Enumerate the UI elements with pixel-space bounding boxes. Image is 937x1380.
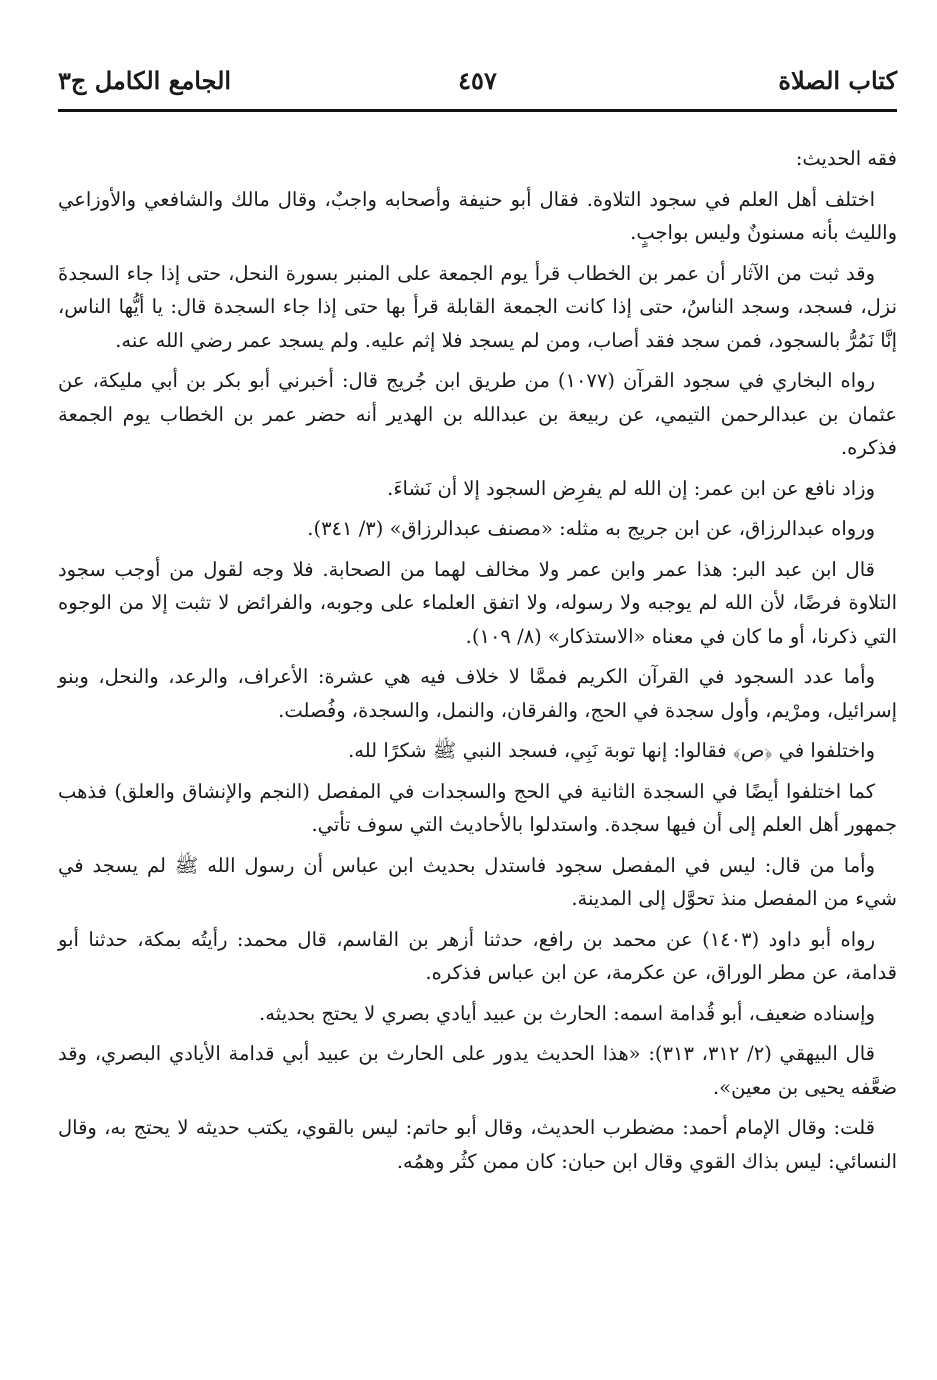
paragraph: كما اختلفوا أيضًا في السجدة الثانية في الحج والسجدات في المفصل (النجم والإنشاق والعلق) فذهب جمهور أهل العلم إلى أن فيها سجدة. واستدلوا بالأحاديث التي سوف تأتي. xyxy=(58,779,897,836)
book-title: الجامع الكامل ج٣ xyxy=(58,66,232,95)
paragraph: وإسناده ضعيف، أبو قُدامة اسمه: الحارث بن عبيد أيادي بصري لا يحتج بحديثه. xyxy=(259,1001,875,1025)
page-number: ٤٥٧ xyxy=(458,66,497,95)
paragraph: اختلف أهل العلم في سجود التلاوة. فقال أبو حنيفة وأصحابه واجبٌ، وقال مالك والشافعي والأوزاعي والليث بأنه مسنونٌ وليس بواجبٍ. xyxy=(58,187,897,244)
running-header xyxy=(58,48,897,114)
paragraph: وقد ثبت من الآثار أن عمر بن الخطاب قرأ يوم الجمعة على المنبر بسورة النحل، حتى إذا جاء السجدةَ نزل، فسجد، وسجد الناسُ، حتى إذا كانت الجمعة القابلة قرأ بها حتى إذا جاء السجدة قال: يا أيُّها الناس، إنَّا نَمُرُّ بالسجود، فمن سجد فقد أصاب، ومن لم يسجد فلا إثم عليه. ولم يسجد عمر رضي الله عنه. xyxy=(58,261,897,352)
paragraph: قلت: وقال الإمام أحمد: مضطرب الحديث، وقال أبو حاتم: ليس بالقوي، يكتب حديثه لا يحتج به، وقال النسائي: ليس بذاك القوي وقال ابن حبان: كان ممن كثُر وهمُه. xyxy=(58,1116,897,1173)
paragraph: ورواه عبدالرزاق، عن ابن جريج به مثله: «مصنف عبدالرزاق» (٣/ ٣٤١). xyxy=(307,517,875,540)
paragraph: وزاد نافع عن ابن عمر: إن الله لم يفرِض السجود إلا أن نَشاءَ. xyxy=(387,476,875,500)
chapter-title: كتاب الصلاة xyxy=(778,66,897,95)
paragraph: رواه أبو داود (١٤٠٣) عن محمد بن رافع، حدثنا أزهر بن القاسم، قال محمد: رأيتُه بمكة، حدثنا أبو قدامة، عن مطر الوراق، عن عكرمة، عن ابن عباس فذكره. xyxy=(58,927,897,984)
paragraph: وأما عدد السجود في القرآن الكريم فممَّا لا خلاف فيه هي عشرة: الأعراف، والرعد، والنحل، وبنو إسرائيل، ومرْيم، وأول سجدة في الحج، والفرقان، والنمل، والسجدة، وفُصلت. xyxy=(58,665,897,722)
paragraph: واختلفوا في ﴿ص﴾ فقالوا: إنها توبة نَبِي، فسجد النبي ﷺ شكرًا لله. xyxy=(348,739,875,762)
paragraph: قال ابن عبد البر: هذا عمر وابن عمر ولا مخالف لهما من الصحابة. فلا وجه لقول من أوجب سجود التلاوة فرضًا، لأن الله لم يوجبه ولا رسوله، ولا اتفق العلماء على وجوبه، والفرائض لا تثبت إلا من الوجوه التي ذكرنا، أو ما كان في معناه «الاستذكار» (٨/ ١٠٩). xyxy=(58,557,897,648)
section-heading: فقه الحديث: xyxy=(795,147,897,170)
header-rule xyxy=(58,109,897,112)
paragraph: رواه البخاري في سجود القرآن (١٠٧٧) من طريق ابن جُريج قال: أخبرني أبو بكر بن أبي مليكة، عن عثمان بن عبدالرحمن التيمي، عن ربيعة بن عبدالله بن الهدير أنه حضر عمر بن الخطاب يوم الجمعة فذكره. xyxy=(58,369,897,459)
book-page xyxy=(58,48,897,1358)
page-body xyxy=(58,142,897,1185)
paragraph: قال البيهقي (٢/ ٣١٢، ٣١٣): «هذا الحديث يدور على الحارث بن عبيد أبي قدامة الأيادي البصري، وقد ضعَّفه يحيى بن معين». xyxy=(58,1042,897,1099)
paragraph: وأما من قال: ليس في المفصل سجود فاستدل بحديث ابن عباس أن رسول الله ﷺ لم يسجد في شيء من المفصل منذ تحوَّل إلى المدينة. xyxy=(58,853,897,910)
